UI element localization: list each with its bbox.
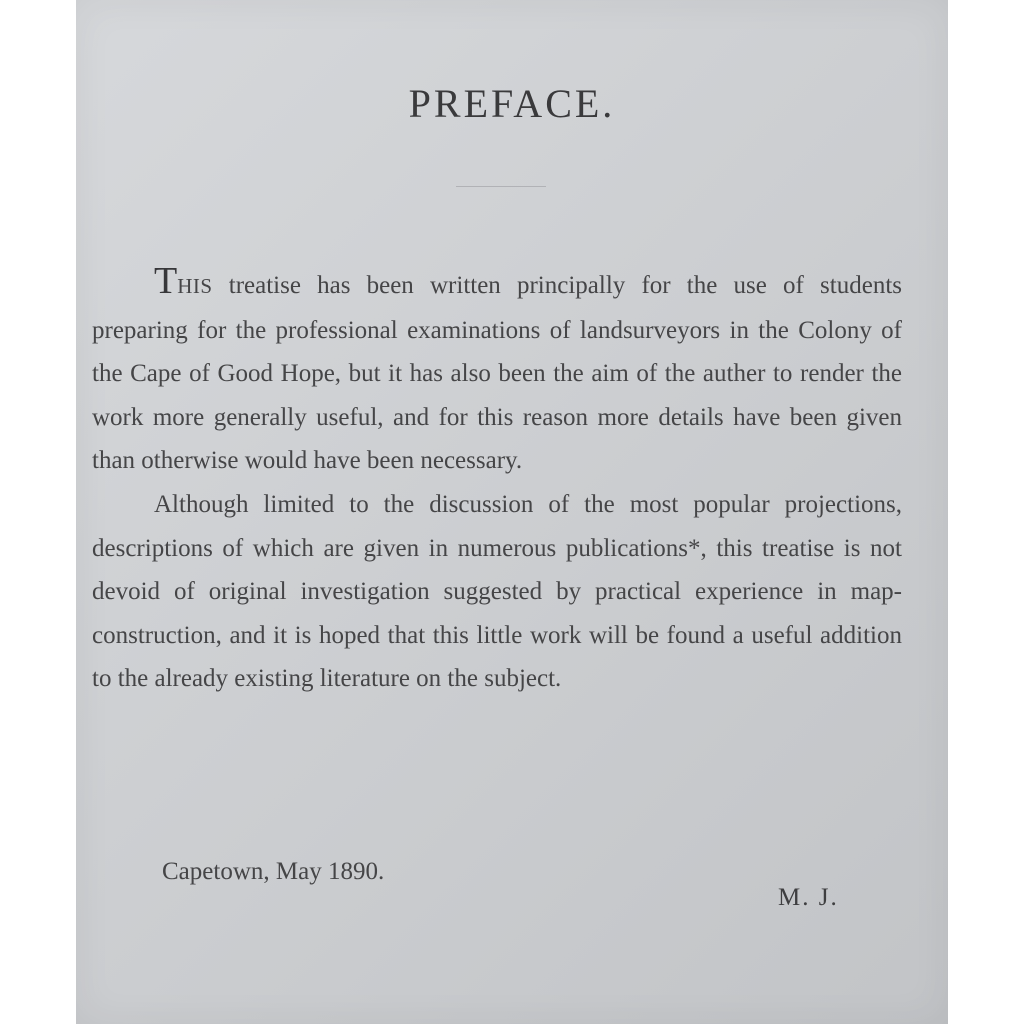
paragraph-1-text: treatise has been written principally for the use of students preparing for the professional examinations of landsurveyors in the Colony of the Cape of Good Hope, but it has also been the aim of the auther to render the work more generally useful, and for this reason more details have been given than otherwise would have been necessary. — [92, 272, 902, 475]
title-divider — [456, 186, 546, 187]
page-title: PREFACE. — [408, 81, 616, 126]
preface-paragraph-2 — [92, 483, 902, 701]
preface-body — [92, 262, 902, 701]
preface-paragraph-1 — [92, 262, 902, 483]
author-initials: M. J. — [778, 884, 839, 911]
dateline: Capetown, May 1890. — [162, 858, 385, 885]
drop-cap: T — [154, 260, 178, 302]
small-caps-lead: HIS — [177, 274, 213, 298]
paragraph-2-text: Although limited to the discussion of the most popular projections, descriptions of which are given in numerous publications*, this treatise is not devoid of original investigation suggested by practical experience in map-construction, and it is hoped that this little work will be found a useful addition to the already existing literature on the subject. — [92, 490, 902, 693]
book-page — [76, 0, 948, 1024]
